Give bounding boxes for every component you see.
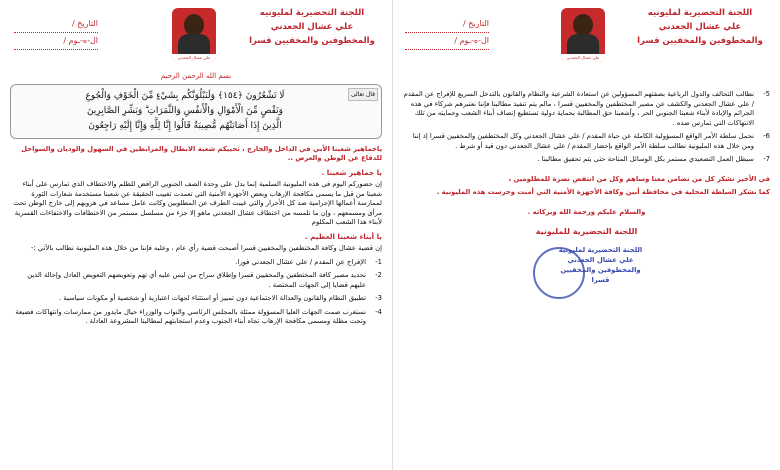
verse-line: لَا تَشْعُرُونَ ﴿١٥٤﴾ وَلَنَبْلُوَنَّكُم بِشَيْءٍ مِّنَ الْخَوْفِ وَالْجُوعِ bbox=[85, 90, 285, 101]
demand-item: 6- نحمل سلطة الأمر الواقع المسؤولية الكاملة عن حياة المقدم / علي عشال الجعدني وكل المختطفين والمخفيين قسرا إذ إننا ومن خلال هذه المليونية نطالب سلطة الأمر الواقع بإحضار المقدم / علي عشال الجعدني دون قيد أو شرط . bbox=[412, 132, 770, 150]
basmala: بسم الله الرحمن الرحيم bbox=[160, 72, 232, 80]
hijri-label: ال-ه-ـوم / bbox=[14, 33, 98, 50]
date-label: التاريخ / bbox=[405, 16, 489, 33]
verse-box bbox=[10, 84, 382, 139]
date-fields bbox=[405, 16, 489, 50]
right-page bbox=[393, 0, 780, 470]
intro-paragraph: ياجماهير شعبنا الأبي في الداخل والخارج ، تحييكم شعبة الابطال والمرابطين في السهول والوديان والسواحل للدفاع عن الوطن والعرض .. bbox=[21, 144, 382, 162]
signature-title: اللجنة التحضيرية للمليونية bbox=[535, 227, 638, 236]
demand-item: 1- الإفراج عن المقدم / علي عشال الجعدني فورا. bbox=[235, 257, 382, 266]
demand-item: 4- نستغرب صمت الجهات العليا المسؤولة ممثلة بالمجلس الرئاسي والنواب والوزراء حيال مايدور من ممارسات وانتهاكات فضيعة وتحت مظلة ومسمى مكافحة الإرهاب تجاه أبناء الجنوب وعدم استجابتهم لمطالبنا المشروعة العادلة . bbox=[15, 307, 382, 325]
closing-thanks-authorities: كما نشكر السلطة المحلية في محافظة أبين وكافة الأجهزة الأمنية التي أمنت وحرست هذه المليونية . bbox=[436, 188, 770, 196]
official-stamp bbox=[527, 243, 647, 301]
closing-thanks: في الأخير نشكر كل من تضامن معنا وساهم وكل من انتفض نصرة للمظلومين ، bbox=[508, 174, 770, 183]
portrait-logo-icon: علي عشال الجعدني bbox=[172, 8, 216, 62]
demand-item: 2- تحديد مصير كافة المختطفين والمخفيين قسرا وإطلاق سراح من ليس عليه أي تهم وتعويضهم التعويض العادل وإحالة الذين عليهم قضايا إلى الجهات المختصة . bbox=[27, 271, 382, 289]
verse-line: وَنَقْصٍ مِّنَ الْأَمْوَالِ وَالْأَنفُسِ وَالثَّمَرَاتِ ۗ وَبَشِّرِ الصَّابِرِينَ bbox=[86, 105, 284, 116]
right-body bbox=[403, 90, 770, 301]
date-fields bbox=[14, 16, 98, 50]
portrait-logo-icon: علي عشال الجعدني bbox=[561, 8, 605, 62]
demand-item: 7- سيظل العمل التصعيدي مستمر بكل الوسائل المتاحة حتى يتم تحقيق مطالبنا . bbox=[537, 155, 770, 163]
salutation: والسلام عليكم ورحمة الله وبركاته . bbox=[527, 207, 646, 216]
right-header bbox=[393, 6, 780, 68]
paragraph: إن قضية عشال وكافة المختطفين والمخفيين قسرا أصبحت قضية رأي عام ، وعليه فإننا من خلال هذه المليونية نطالب بالآتي :- bbox=[30, 244, 382, 252]
date-label: التاريخ / bbox=[14, 16, 98, 33]
paragraph: إن حضوركم اليوم في هذه المليونية السلمية إنما يدل على وحدة الصف الجنوبي الرافض للظلم والاختطاف الذي تمارس على أبناء شعبنا من قبل ما يسمى مكافحة الإرهاب وبعض الأجهزة الأمنية التي تعمدت تغييب الحقيقة عن شعبنا مستخدمة شعارات الثورة لممارسة أعمالها الإجرامية ضد كل الأحرار والتي غيبت الطرف عن المطلوبين وكانت عامل مساعد في هروبهم إلى خارج الوطن تحت مرأى ومسمعهم ، وإن ما نلمسه من اختطاف عشال الجعدني ماهو إلا جزء من مسلسل مستمر من الاختطافات والاختفاءات القسرية لأبناء هذا الشعب المكلوم bbox=[13, 180, 382, 226]
committee-name: اللجنة التحضيرية لمليونيه علي عشال الجعدني والمخطوفين والمخفيين قسرا bbox=[249, 8, 375, 46]
left-header bbox=[0, 6, 392, 68]
demand-item: 3- تطبيق النظام والقانون والعدالة الاجتماعية دون تمييز أو استثناء لجهات اعتبارية أو شخصية أو مكونات سياسية . bbox=[58, 294, 382, 302]
signature-block bbox=[403, 227, 770, 301]
verse-tag: قال تعالى bbox=[348, 88, 378, 102]
demand-item: 5- نطالب التحالف والدول الرباعية بصفتهم المسؤولين عن استعادة الشرعية والنظام والقانون بالتدخل السريع للإفراج عن المقدم / علي عشال الجعدني والكشف عن مصير المختطفين والمخفيين قسرا ، مالم يتم تنفيذ مطالبنا فإننا نعتبرهم شركاء في هذه الجرائم والإبادة لأبناء شعبنا الجنوبي الحر ، وأشعبنا حق المطالبة بحماية دولية تستطيع إنصاف أبناء الشعب وحمايته من تلك الانتهاكات التي تمارس ضده . bbox=[403, 90, 770, 127]
left-body bbox=[10, 72, 382, 331]
hijri-label: ال-ه-ـوم / bbox=[405, 33, 489, 50]
committee-name: اللجنة التحضيرية لمليونيه علي عشال الجعدني والمخطوفين والمخفيين قسرا bbox=[637, 8, 763, 46]
section-heading: يا جماهير شعبنا . bbox=[321, 167, 382, 177]
section-heading: يا أبناء شعبنا العظيم . bbox=[304, 231, 382, 241]
stamp-text: اللجنة التحضيرية لمليونية علي عشال الجعدني والمخطوفين والمخفيين قسرا bbox=[558, 245, 643, 284]
verse-line: الَّذِينَ إِذَا أَصَابَتْهُم مُّصِيبَةٌ قَالُوا إِنَّا لِلَّهِ وَإِنَّا إِلَيْهِ رَاجِعُونَ bbox=[88, 120, 282, 131]
